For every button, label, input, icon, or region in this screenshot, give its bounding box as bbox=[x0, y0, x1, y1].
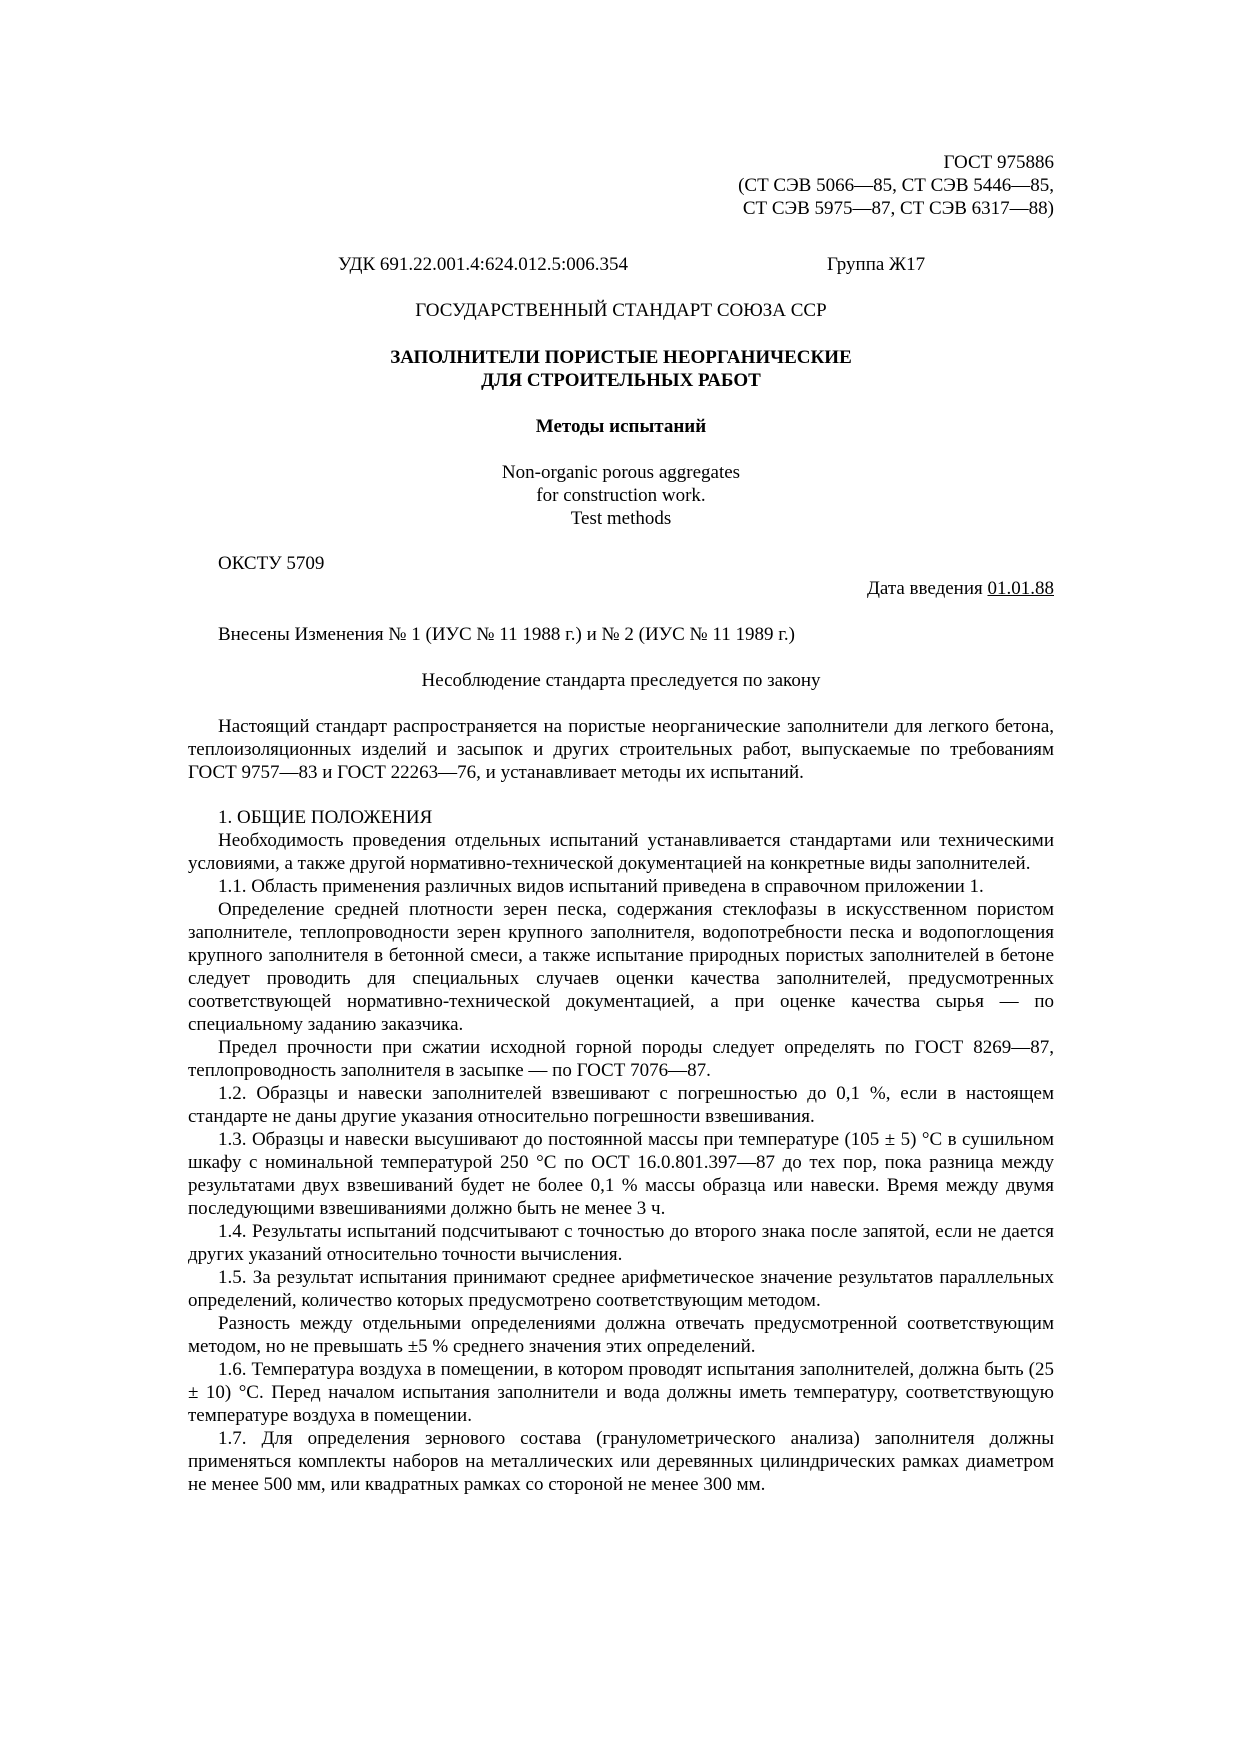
document-title bbox=[188, 346, 1054, 392]
title-line-2: ДЛЯ СТРОИТЕЛЬНЫХ РАБОТ bbox=[481, 370, 761, 391]
english-title-line-2: for construction work. bbox=[536, 485, 706, 506]
english-title bbox=[188, 461, 1054, 530]
paragraph: Разность между отдельными определениями должна отвечать предусмотренной соответствующим методом, но не превышать ±5 % среднего значения этих определений. bbox=[188, 1313, 1054, 1357]
paragraph-1-7: 1.7. Для определения зернового состава (гранулометрического анализа) заполнителя должны применяться комплекты наборов на металлических или деревянных цилиндрических рамках диаметром не менее 500 мм, или квадратных рамках со стороной не менее 300 мм. bbox=[188, 1428, 1054, 1495]
group-code: Группа Ж17 bbox=[827, 254, 926, 275]
udk-code: УДК 691.22.001.4:624.012.5:006.354 bbox=[338, 254, 628, 275]
paragraph: Необходимость проведения отдельных испытаний устанавливается стандартами или техническими условиями, а также другой нормативно-технической документацией на конкретные виды заполнителей. bbox=[188, 830, 1054, 874]
paragraph-1-1: 1.1. Область применения различных видов испытаний приведена в справочном приложении 1. bbox=[218, 876, 984, 897]
intro-paragraph: Настоящий стандарт распространяется на пористые неорганические заполнители для легкого бетона, теплоизоляционных изделий и засыпок и других строительных работ, выпускаемые по требованиям ГОСТ 9757—83 и ГОСТ 22263—76, и устанавливает методы их испытаний. bbox=[188, 716, 1054, 783]
gost-header-block bbox=[188, 151, 1054, 220]
sev-reference-line-1: (СТ СЭВ 5066—85, СТ СЭВ 5446—85, bbox=[738, 175, 1054, 196]
english-title-line-3: Test methods bbox=[570, 508, 672, 529]
paragraph-1-4: 1.4. Результаты испытаний подсчитывают с точностью до второго знака после запятой, если не дается других указаний относительно точности вычисления. bbox=[188, 1221, 1054, 1265]
state-standard-label: ГОСУДАРСТВЕННЫЙ СТАНДАРТ СОЮЗА ССР bbox=[415, 300, 827, 321]
paragraph: Определение средней плотности зерен песка, содержания стеклофазы в искусственном пористом заполнителе, теплопроводности зерен крупного заполнителя, водопотребности песка и водопоглощения крупного заполнителя в бетонной смеси, а также испытание природных пористых заполнителей в бетоне следует проводить для специальных случаев оценки качества заполнителей, предусмотренных соответствующей нормативно-технической документацией, а при оценке качества сырья — по специальному заданию заказчика. bbox=[188, 899, 1054, 1035]
paragraph-1-2: 1.2. Образцы и навески заполнителей взвешивают с погрешностью до 0,1 %, если в настоящем стандарте не даны другие указания относительно погрешности взвешивания. bbox=[188, 1083, 1054, 1127]
paragraph-1-6: 1.6. Температура воздуха в помещении, в котором проводят испытания заполнителей, должна быть (25 ± 10) °С. Перед началом испытания заполнители и вода должны иметь температуру, соответствующую температуре воздуха в помещении. bbox=[188, 1359, 1054, 1426]
title-line-1: ЗАПОЛНИТЕЛИ ПОРИСТЫЕ НЕОРГАНИЧЕСКИЕ bbox=[390, 347, 852, 368]
date-label: Дата введения bbox=[866, 578, 988, 599]
english-title-line-1: Non-organic porous aggregates bbox=[501, 462, 741, 483]
document-subtitle: Методы испытаний bbox=[535, 416, 707, 437]
changes-note: Внесены Изменения № 1 (ИУС № 11 1988 г.) и № 2 (ИУС № 11 1989 г.) bbox=[218, 624, 795, 645]
okstu-code: ОКСТУ 5709 bbox=[218, 553, 325, 574]
paragraph-1-3: 1.3. Образцы и навески высушивают до постоянной массы при температуре (105 ± 5) °С в сушильном шкафу с номинальной температурой 250 °С по ОСТ 16.0.801.397—87 до тех пор, пока разница между результатами двух взвешиваний будет не более 0,1 % массы образца или навески. Время между двумя последующими взвешиваниями должно быть не менее 3 ч. bbox=[188, 1129, 1054, 1219]
paragraph-1-5: 1.5. За результат испытания принимают среднее арифметическое значение результатов параллельных определений, количество которых предусмотрено соответствующим методом. bbox=[188, 1267, 1054, 1311]
date-value: 01.01.88 bbox=[987, 578, 1054, 599]
section-1-heading: 1. ОБЩИЕ ПОЛОЖЕНИЯ bbox=[218, 807, 433, 828]
gost-number: ГОСТ 975886 bbox=[943, 152, 1054, 173]
sev-reference-line-2: СТ СЭВ 5975—87, СТ СЭВ 6317—88) bbox=[742, 198, 1054, 219]
section-1 bbox=[188, 806, 1054, 1496]
introduction-date bbox=[188, 577, 1054, 600]
law-notice: Несоблюдение стандарта преследуется по закону bbox=[421, 670, 821, 691]
intro-section bbox=[188, 715, 1054, 784]
paragraph: Предел прочности при сжатии исходной горной породы следует определять по ГОСТ 8269—87, теплопроводность заполнителя в засыпке — по ГОСТ 7076—87. bbox=[188, 1037, 1054, 1081]
